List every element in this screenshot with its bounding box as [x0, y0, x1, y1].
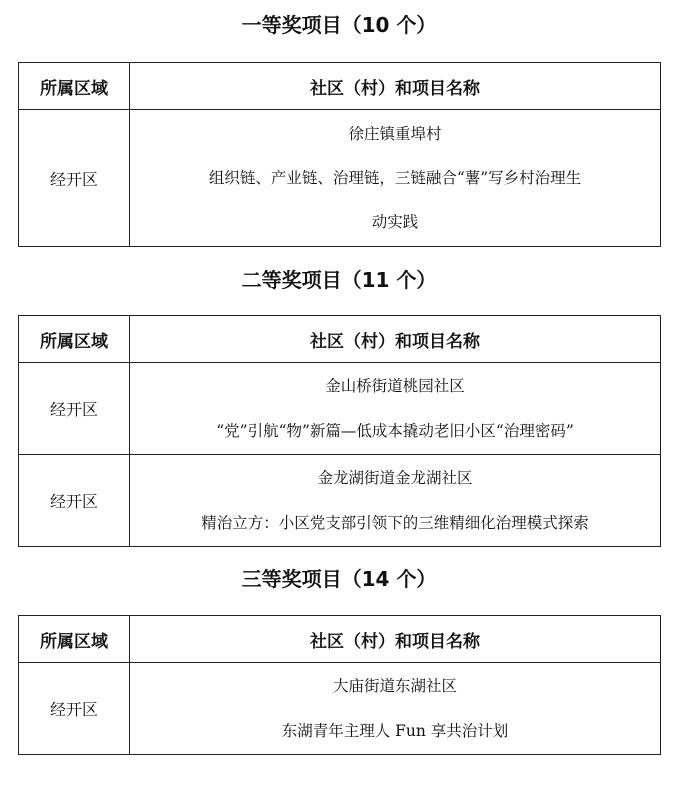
project-cell [130, 663, 661, 755]
header-region: 所属区域 [19, 63, 130, 110]
table-row [19, 110, 661, 247]
header-project: 社区（村）和项目名称 [130, 616, 661, 663]
region-cell: 经开区 [19, 110, 130, 247]
project-title-line: “党”引航“物”新篇—低成本撬动老旧小区“治理密码” [216, 421, 574, 440]
third-prize-table [18, 615, 661, 755]
second-prize-table [18, 315, 661, 547]
project-title-line: 动实践 [371, 213, 419, 231]
region-cell: 经开区 [19, 663, 130, 755]
project-title-line: 精治立方：小区党支部引领下的三维精细化治理模式探索 [201, 513, 589, 532]
section-heading-third-prize: 三等奖项目（14 个） [241, 567, 437, 591]
table-header-row [19, 316, 661, 363]
community-name: 徐庄镇重埠村 [348, 125, 442, 143]
table-header-row [19, 63, 661, 110]
region-cell: 经开区 [19, 455, 130, 547]
project-cell [130, 363, 661, 455]
header-region: 所属区域 [19, 316, 130, 363]
table-header-row [19, 616, 661, 663]
community-name: 大庙街道东湖社区 [332, 676, 457, 695]
table-row [19, 363, 661, 455]
header-project: 社区（村）和项目名称 [130, 316, 661, 363]
region-cell: 经开区 [19, 363, 130, 455]
table-row [19, 455, 661, 547]
project-title-line: 组织链、产业链、治理链，三链融合“薯”写乡村治理生 [208, 169, 582, 187]
project-cell [130, 110, 661, 247]
project-title-line: 东湖青年主理人 Fun 享共治计划 [281, 721, 509, 740]
first-prize-table [18, 62, 661, 247]
project-cell [130, 455, 661, 547]
community-name: 金龙湖街道金龙湖社区 [317, 468, 473, 487]
header-region: 所属区域 [19, 616, 130, 663]
section-heading-first-prize: 一等奖项目（10 个） [241, 13, 437, 37]
section-heading-second-prize: 二等奖项目（11 个） [241, 268, 437, 292]
table-row [19, 663, 661, 755]
header-project: 社区（村）和项目名称 [130, 63, 661, 110]
community-name: 金山桥街道桃园社区 [325, 376, 465, 395]
